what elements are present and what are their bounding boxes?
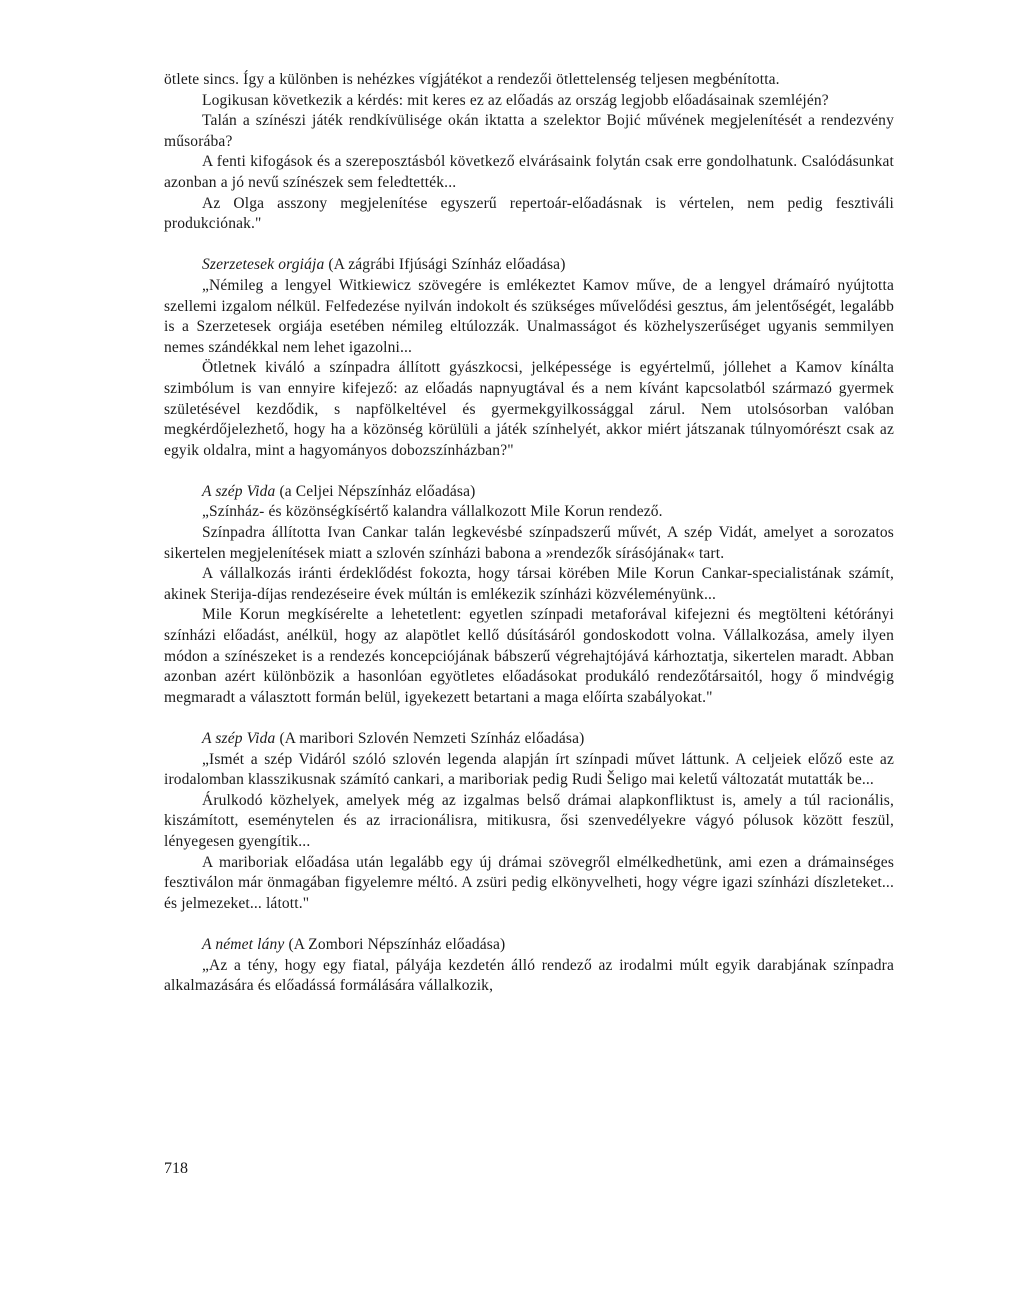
- section-heading: [164, 729, 894, 750]
- paragraph: ötlete sincs. Így a különben is nehézkes vígjátékot a rendezői ötlettelenség teljesen megbénította.: [164, 71, 780, 88]
- paragraph: A mariboriak előadása után legalább egy új drámai szövegről elmélkedhetünk, ami ezen a drámainséges fesztiválon már önmagában figyelemre méltó. A zsüri pedig elkönyvelheti, hogy végre igazi színházi díszleteket... és jelmezeket... látott.": [164, 853, 894, 912]
- paragraph: „Színház- és közönségkísértő kalandra vállalkozott Mile Korun rendező.: [202, 503, 663, 521]
- paragraph: Árulkodó közhelyek, amelyek még az izgalmas belső drámai alapkonfliktust is, amely a túl racionális, kiszámított, eseménytelen és az irracionálisra, mitikusra, ősi szenvedélyekre vágyó pólusok között feszül, lényegesen gyengítik...: [164, 791, 894, 850]
- venue-note: (A Zombori Népszínház előadása): [288, 935, 506, 953]
- section-gap: [164, 461, 894, 482]
- section-heading: [164, 255, 894, 276]
- venue-note: (A zágrábi Ifjúsági Színház előadása): [328, 256, 566, 274]
- paragraph: A vállalkozás iránti érdeklődést fokozta, hogy társai körében Mile Korun Cankar-specialistának számít, akinek Sterija-díjas rendezéseire évek múltán is emlékezik színházi közvéleményünk...: [164, 565, 894, 603]
- paragraph: Az Olga asszony megjelenítése egyszerű repertoár-előadásnak is vértelen, nem pedig fesztiváli produkciónak.": [164, 194, 894, 233]
- paragraph: Színpadra állította Ivan Cankar talán legkevésbé színpadszerű művét, A szép Vidát, amelyet a sorozatos sikertelen megjelenítések miatt a szlovén színházi babona a »rendezők sírásójának« tart.: [164, 524, 894, 562]
- section-gap: [164, 708, 894, 729]
- venue-note: (A maribori Szlovén Nemzeti Színház előadása): [279, 730, 585, 747]
- venue-note: (a Celjei Népszínház előadása): [279, 482, 476, 500]
- paragraph: Logikusan következik a kérdés: mit keres ez az előadás az ország legjobb előadásainak szemléjén?: [202, 91, 829, 109]
- play-title: Szerzetesek orgiája: [202, 256, 325, 274]
- play-title: A német lány: [202, 935, 285, 953]
- page-number: 718: [164, 1160, 188, 1177]
- section-gap: [164, 914, 894, 935]
- play-title: A szép Vida: [202, 482, 276, 500]
- section-heading: [164, 482, 894, 503]
- page-body-text: [164, 70, 894, 997]
- paragraph: Mile Korun megkísérelte a lehetetlent: egyetlen színpadi metaforával kifejezni és megtölteni kétórányi színházi előadást, anélkül, hogy az alapötlet kellő dúsításáról gondoskodott volna. Vállalkozása, amely ilyen módon a színészeket is a rendezés koncepciójának bábszerű végrehajtójává kárhoztatja, sikertelen maradt. Abban azonban azért különbözik a hasonlóan egyötletes előadásokat produkáló rendezőtársaitól, hogy ő mindvégig megmaradt a választott formán belül, igyekezett betartani a maga előírta szabályokat.": [164, 606, 894, 706]
- paragraph: „Az a tény, hogy egy fiatal, pályája kezdetén álló rendező az irodalmi múlt egyik darabjának színpadra alkalmazására és előadássá formálására vállalkozik,: [164, 956, 894, 995]
- section-gap: [164, 235, 894, 256]
- paragraph: „Némileg a lengyel Witkiewicz szövegére is emlékeztet Kamov műve, de a lengyel drámaíró nyújtotta szellemi izgalom nélkül. Felfedezése nyilván indokolt és szükséges művelődési gesztus, ám jelentőségét, legalább is a Szerzetesek orgiája esetében némileg eltúlozzák. Unalmasságot és közhelyszerűséget ugyanis semmilyen nemes szándékkal nem lehet igazolni...: [164, 276, 894, 356]
- paragraph: Talán a színészi játék rendkívülisége okán iktatta a szelektor Bojić művének megjelenítését a rendezvény műsorába?: [164, 112, 894, 150]
- paragraph: „Ismét a szép Vidáról szóló szlovén legenda alapján írt színpadi művet láttunk. A celjeiek előző este az irodalomban klasszikusnak számító cankari, a mariboriak pedig Rudi Šeligo mai keletű változatát mutatták be...: [164, 750, 894, 789]
- paragraph: A fenti kifogások és a szereposztásból következő elvárásaink folytán csak erre gondolhatunk. Csalódásunkat azonban a jó nevű színészek sem feledtették...: [164, 153, 894, 191]
- section-heading: [164, 935, 894, 956]
- paragraph: Ötletnek kiváló a színpadra állított gyászkocsi, jelképessége is egyértelmű, jóllehet a Kamov kínálta szimbólum is van ennyire kifejező: az előadás napnyugtával és a nem kívánt kapcsolatból származó gyermek születésével kezdődik, s napfölkeltével és gyermekgyilkossággal zárul. Nem utolsósorban valóban megkérdőjelezhető, hogy ha a közönség körülüli a játék színhelyét, akkor miért játszanak túlnyomórészt csak az egyik oldalra, mint a hagyományos dobozszínházban?": [164, 359, 894, 459]
- play-title: A szép Vida: [202, 730, 276, 747]
